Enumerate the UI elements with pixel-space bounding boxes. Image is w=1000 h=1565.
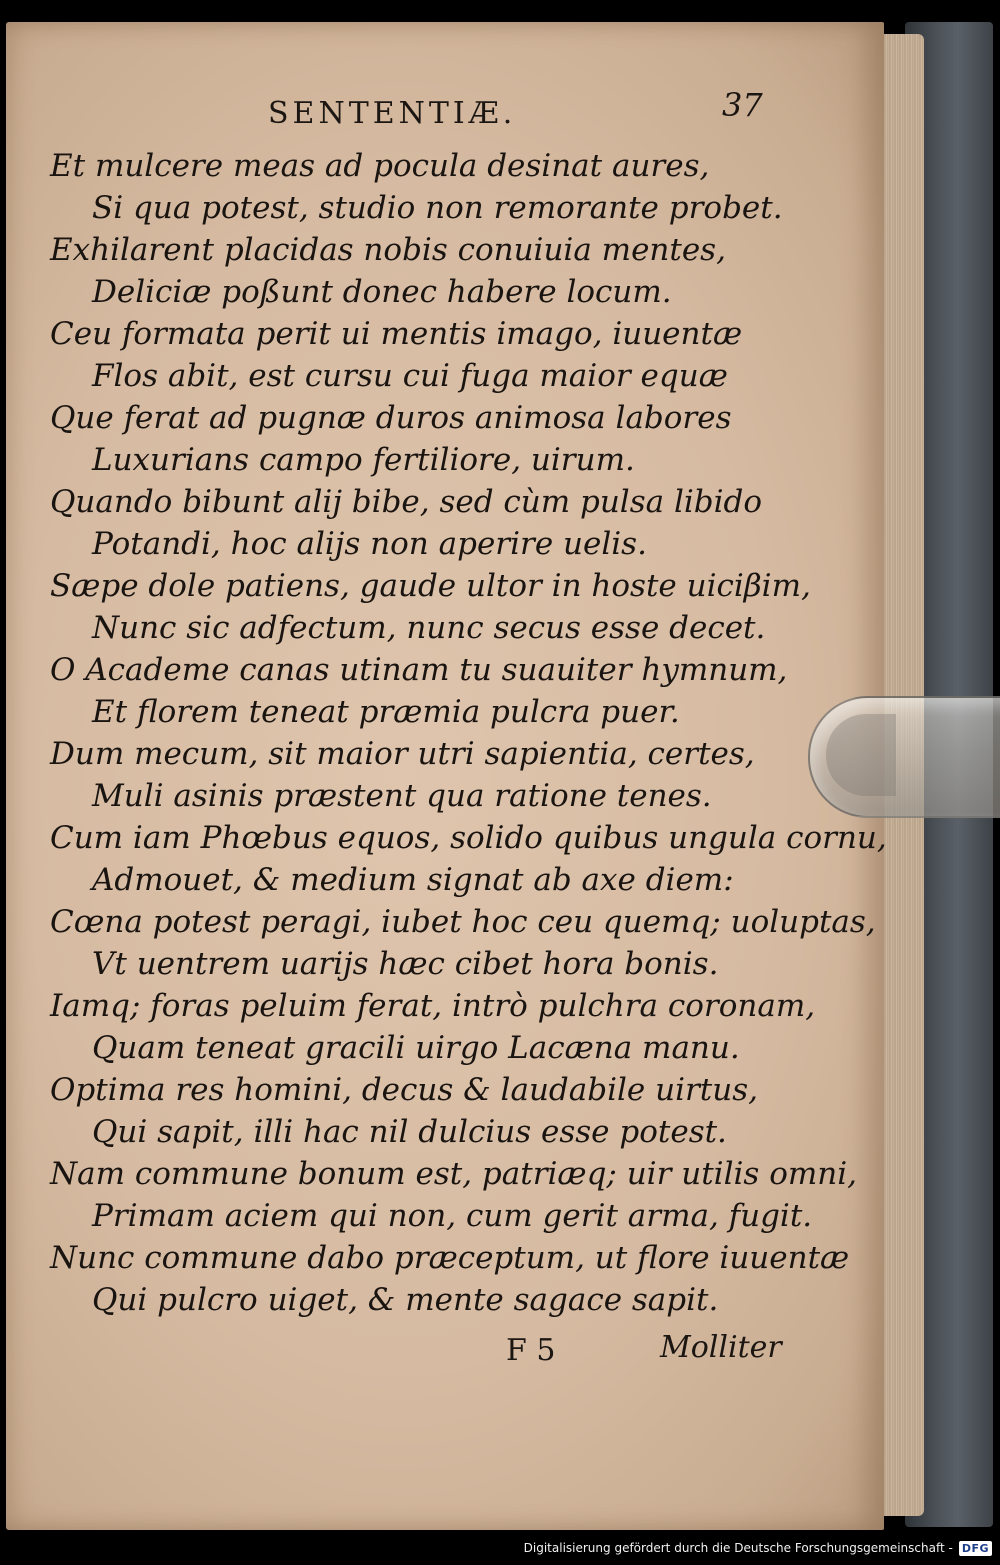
verse-line: Potandi, hoc alijs non aperire uelis. bbox=[92, 526, 647, 562]
verse-line: Et mulcere meas ad pocula desinat aures, bbox=[50, 148, 710, 184]
verse-line: O Academe canas utinam tu suauiter hymnum, bbox=[50, 652, 788, 688]
verse-line: Qui sapit, illi hac nil dulcius esse potest. bbox=[92, 1114, 727, 1150]
verse-line: Et florem teneat præmia pulcra puer. bbox=[92, 694, 680, 730]
verse-line: Iamq; foras peluim ferat, intrò pulchra coronam, bbox=[50, 988, 816, 1024]
verse-line: Flos abit, est cursu cui fuga maior equæ bbox=[92, 358, 728, 394]
verse-line: Dum mecum, sit maior utri sapientia, certes, bbox=[50, 736, 755, 772]
page-number: 37 bbox=[722, 86, 763, 124]
catchword: Molliter bbox=[660, 1330, 782, 1365]
verse-line: Deliciæ poßunt donec habere locum. bbox=[92, 274, 672, 310]
verse-line: Qui pulcro uiget, & mente sagace sapit. bbox=[92, 1282, 719, 1318]
verse-line: Nam commune bonum est, patriæq; uir utilis omni, bbox=[50, 1156, 857, 1192]
verse-line: Si qua potest, studio non remorante probet. bbox=[92, 190, 783, 226]
dfg-logo: DFG bbox=[959, 1541, 992, 1556]
verse-line: Admouet, & medium signat ab axe diem: bbox=[92, 862, 734, 898]
verse-line: Sæpe dole patiens, gaude ultor in hoste uiciβim, bbox=[50, 568, 811, 604]
verse-line: Optima res homini, decus & laudabile uirtus, bbox=[50, 1072, 758, 1108]
verse-line: Cœna potest peragi, iubet hoc ceu quemq; uoluptas, bbox=[50, 904, 876, 940]
signature-mark: F 5 bbox=[506, 1333, 556, 1368]
verse-line: Cum iam Phœbus equos, solido quibus ungula cornu, bbox=[50, 820, 887, 856]
verse-line: Exhilarent placidas nobis conuiuia mentes, bbox=[50, 232, 726, 268]
footer-credit-text: Digitalisierung gefördert durch die Deutsche Forschungsgemeinschaft - bbox=[523, 1541, 953, 1555]
verse-line: Que ferat ad pugnæ duros animosa labores bbox=[50, 400, 732, 436]
verse-line: Quam teneat gracili uirgo Lacæna manu. bbox=[92, 1030, 740, 1066]
footer-credit-bar bbox=[524, 1537, 992, 1559]
running-head: SENTENTIÆ. bbox=[268, 96, 517, 131]
verse-line: Luxurians campo fertiliore, uirum. bbox=[92, 442, 635, 478]
verse-line: Nunc commune dabo præceptum, ut flore iuuentæ bbox=[50, 1240, 850, 1276]
clip-inner bbox=[826, 714, 896, 796]
verse-line: Ceu formata perit ui mentis imago, iuuentæ bbox=[50, 316, 743, 352]
verse-line: Nunc sic adfectum, nunc secus esse decet. bbox=[92, 610, 766, 646]
verse-line: Quando bibunt alij bibe, sed cùm pulsa libido bbox=[50, 484, 763, 520]
page-holder-clip bbox=[808, 696, 1000, 818]
verse-line: Vt uentrem uarijs hæc cibet hora bonis. bbox=[92, 946, 719, 982]
verse-line: Muli asinis præstent qua ratione tenes. bbox=[92, 778, 712, 814]
verse-line: Primam aciem qui non, cum gerit arma, fugit. bbox=[92, 1198, 813, 1234]
